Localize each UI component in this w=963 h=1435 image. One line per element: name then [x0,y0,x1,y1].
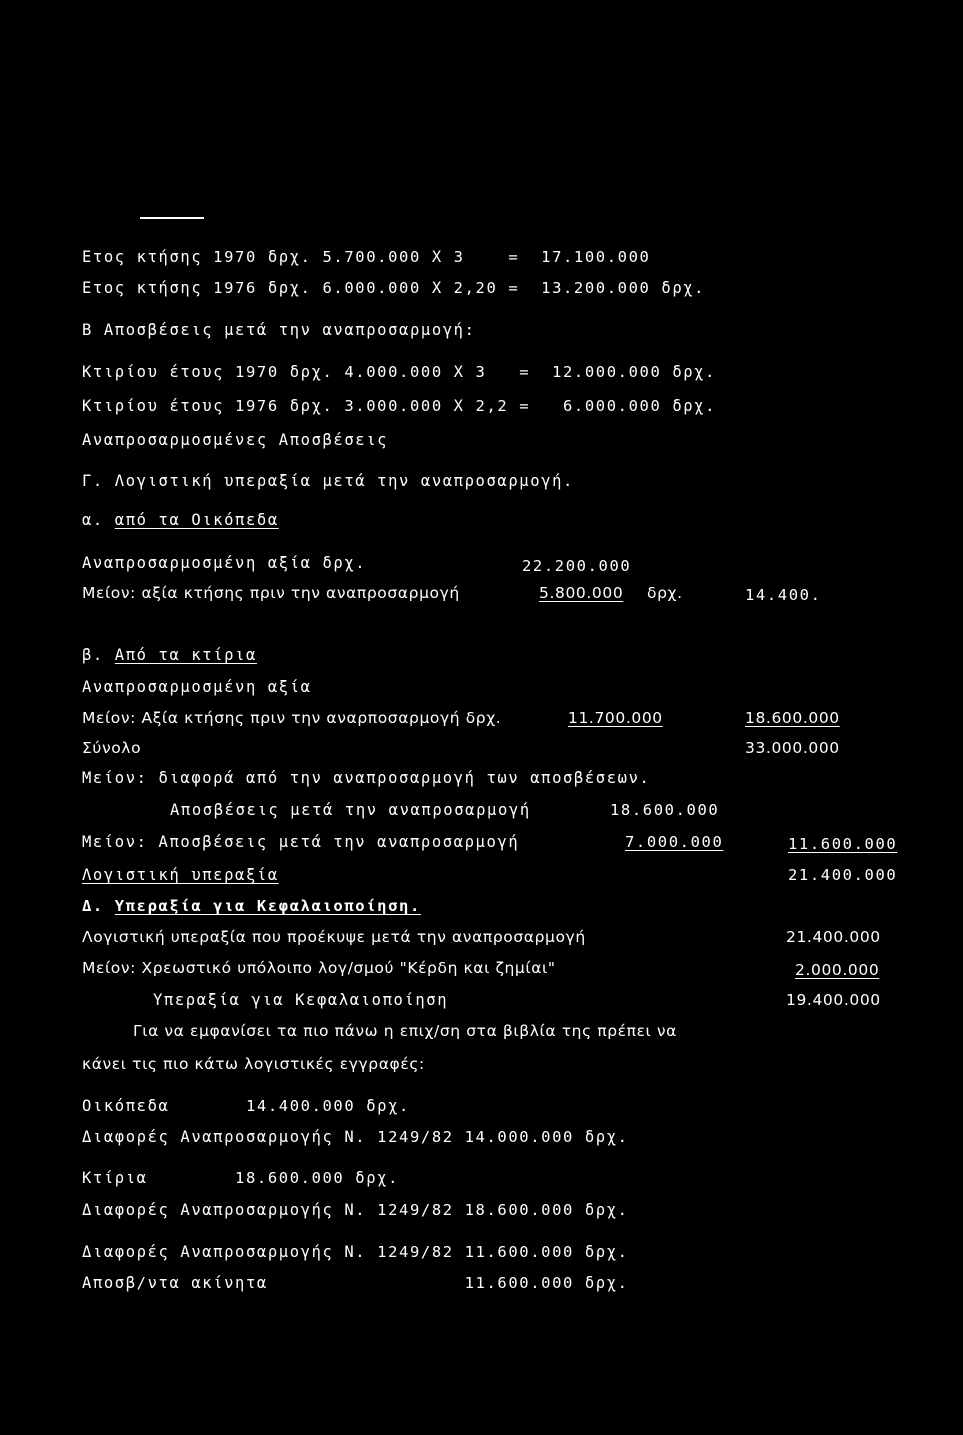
depreciation-difference-line: Μείον: διαφορά από την αναπροσαρμογή των αποσβέσεων. [82,769,651,787]
depreciation-after-label: Αποσβέσεις μετά την αναπροσαρμογή [170,801,531,819]
acquisition-1976-line: Ετος κτήσης 1976 δρχ. 6.000.000 Χ 2,20 = 13.200.000 δρχ. [82,279,706,297]
entry-buildings-debit: Κτίρια 18.600.000 δρχ. [82,1169,400,1187]
subsection-b-prefix: β. [82,646,115,664]
buildings-revalued-value-label: Αναπροσαρμοσμένη αξία [82,678,312,696]
section-d-title: Υπεραξία για Κεφαλαιοποίηση. [114,897,421,915]
subsection-b-title: Από τα κτίρια [114,646,257,664]
debit-balance-result: 2.000.000 [795,961,880,979]
building-1970-line: Κτιρίου έτους 1970 δρχ. 4.000.000 Χ 3 = 12.000.000 δρχ. [82,363,717,381]
entry-land-debit: Οικόπεδα 14.400.000 δρχ. [82,1097,410,1115]
subsection-a-prefix: α. [82,511,115,529]
entries-intro-line-1: Για να εμφανίσει τα πιο πάνω η επιχ/ση στα βιβλία της πρέπει να [133,1022,677,1040]
less-depreciation-label: Μείον: Αποσβέσεις μετά την αναπροσαρμογή [82,833,520,851]
accounting-surplus-result: 21.400.000 [788,866,898,884]
land-revalued-value: 22.200.000 [522,557,632,575]
subsection-a-heading [82,510,279,530]
building-1976-line: Κτιρίου έτους 1976 δρχ. 3.000.000 Χ 2,2 = 6.000.000 δρχ. [82,397,717,415]
entry-depreciation-credit: Αποσβ/ντα ακίνητα 11.600.000 δρχ. [82,1274,629,1292]
land-acquisition-unit: δρχ. [647,584,683,602]
section-b-heading: Β Αποσβέσεις μετά την αναπροσαρμογή: [82,321,476,339]
top-rule [140,217,204,219]
land-revalued-value-label: Αναπροσαρμοσμένη αξία δρχ. [82,554,367,572]
land-acquisition-value: 5.800.000 [539,584,624,602]
entry-buildings-credit: Διαφορές Αναπροσαρμογής Ν. 1249/82 18.600.000 δρχ. [82,1201,629,1219]
total-label: Σύνολο [82,739,142,757]
section-c-heading: Γ. Λογιστική υπεραξία μετά την αναπροσαρμογή. [82,472,574,490]
buildings-surplus-result: 18.600.000 [745,709,840,727]
capitalisation-surplus-label: Υπεραξία για Κεφαλαιοποίηση [153,991,449,1009]
land-acquisition-label: Μείον: αξία κτήσης πριν την αναπροσαρμογή [82,584,460,602]
debit-balance-label: Μείον: Χρεωστικό υπόλοιπο λογ/σμού "Κέρδη και ζημίαι" [82,959,556,977]
entry-land-credit: Διαφορές Αναπροσαρμογής Ν. 1249/82 14.000.000 δρχ. [82,1128,629,1146]
acquisition-1970-line: Ετος κτήσης 1970 δρχ. 5.700.000 Χ 3 = 17.100.000 [82,248,651,266]
subsection-b-heading [82,645,257,665]
depreciation-after-value: 18.600.000 [610,801,720,819]
accounting-surplus-label: Λογιστική υπεραξία [82,866,279,884]
surplus-arising-label: Λογιστική υπεραξία που προέκυψε μετά την αναπροσαρμογή [82,928,586,946]
capitalisation-surplus-result: 19.400.000 [786,991,881,1009]
buildings-acquisition-value: 11.700.000 [568,709,663,727]
section-d-prefix: Δ. [82,897,115,915]
total-result: 33.000.000 [745,739,840,757]
section-d-heading [82,896,421,916]
less-depreciation-value: 7.000.000 [625,833,724,851]
revalued-depreciation-line: Αναπροσαρμοσμένες Αποσβέσεις [82,431,389,449]
surplus-arising-result: 21.400.000 [786,928,881,946]
buildings-acquisition-label: Μείον: Αξία κτήσης πριν την αναρποσαρμογή δρχ. [82,709,502,727]
less-depreciation-result: 11.600.000 [788,835,898,853]
entries-intro-line-2: κάνει τις πιο κάτω λογιστικές εγγραφές: [82,1055,425,1073]
subsection-a-title: από τα Οικόπεδα [114,511,279,529]
entry-depreciation-debit: Διαφορές Αναπροσαρμογής Ν. 1249/82 11.600.000 δρχ. [82,1243,629,1261]
land-surplus-result: 14.400. [745,586,822,604]
